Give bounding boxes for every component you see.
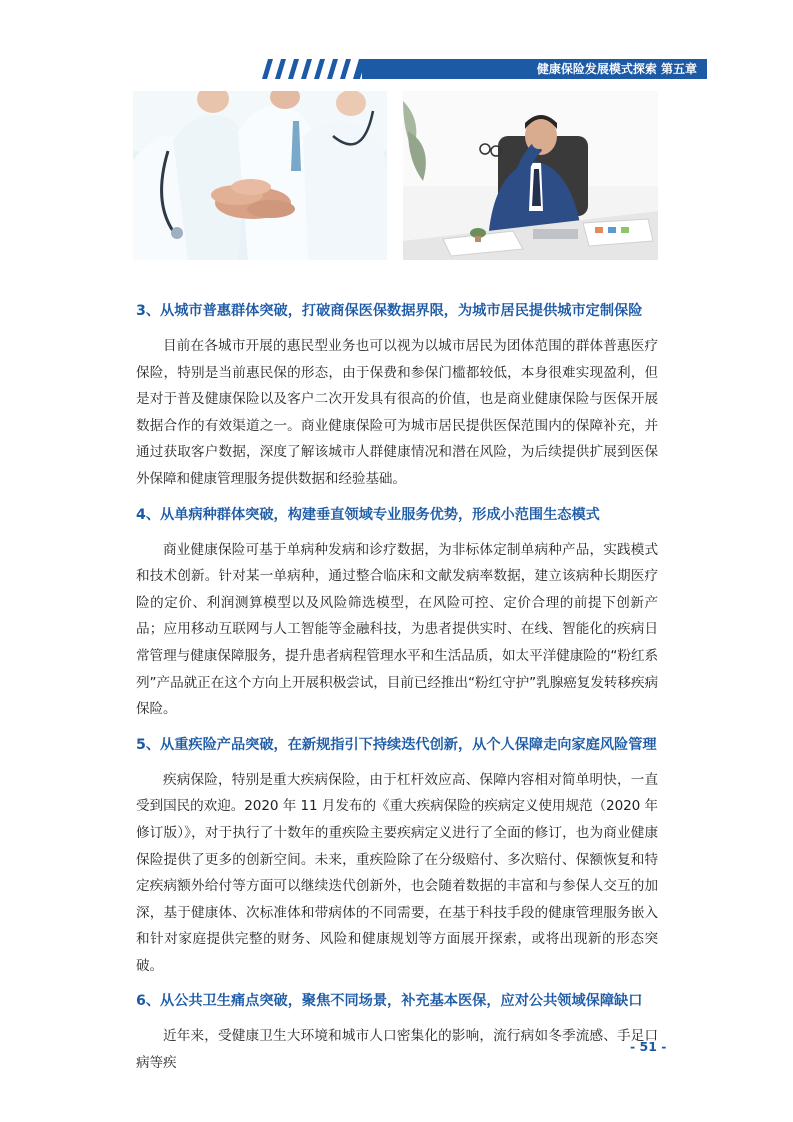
- stressed-businessman-photo: [403, 91, 658, 260]
- main-content: [136, 300, 658, 1077]
- section-4-paragraph: 商业健康保险可基于单病种发病和诊疗数据，为非标体定制单病种产品，实践模式和技术创新。针对某一单病种，通过整合临床和文献发病率数据，建立该病种长期医疗险的定价、利润测算模型以及风险筛选模型，在风险可控、定价合理的前提下创新产品；应用移动互联网与人工智能等金融科技，为患者提供实时、在线、智能化的疾病日常管理与健康保障服务，提升患者病程管理水平和生活品质，如太平洋健康险的“粉红系列”产品就正在这个方向上开展积极尝试，目前已经推出“粉红守护”乳腺癌复发转移疾病保险。: [136, 541, 658, 718]
- section-6-heading: 6、从公共卫生痛点突破，聚焦不同场景，补充基本医保，应对公共领域保障缺口: [136, 993, 643, 1010]
- section-3-heading: 3、从城市普惠群体突破，打破商保医保数据界限，为城市居民提供城市定制保险: [136, 303, 643, 319]
- section-4-heading: 4、从单病种群体突破，构建垂直领域专业服务优势，形成小范围生态模式: [136, 506, 600, 523]
- header-title: 健康保险发展模式探索 第五章: [536, 62, 697, 76]
- page-number: - 51 -: [630, 1039, 667, 1054]
- section-5-paragraph: 疾病保险，特别是重大疾病保险，由于杠杆效应高、保障内容相对简单明快，一直受到国民的欢迎。2020 年 11 月发布的《重大疾病保险的疾病定义使用规范（2020 年修订版）》，对于执行了十数年的重疾险主要疾病定义进行了全面的修订，也为商业健康保险提供了更多的创新空间。未来，重疾险除了在分级赔付、多次赔付、保额恢复和特定疾病额外给付等方面可以继续迭代创新外，也会随着数据的丰富和与参保人交互的加深，基于健康体、次标准体和带病体的不同需要，在基于科技手段的健康管理服务嵌入和针对家庭提供完整的财务、风险和健康规划等方面展开探索，或将出现新的形态突破。: [136, 771, 658, 974]
- section-5-heading: 5、从重疾险产品突破，在新规指引下持续迭代创新，从个人保障走向家庭风险管理: [136, 736, 657, 753]
- header-stripes-decoration: [256, 59, 366, 79]
- doctors-hands-together-photo: [133, 91, 387, 260]
- section-6-paragraph: 近年来，受健康卫生大环境和城市人口密集化的影响，流行病如冬季流感、手足口病等疾: [136, 1028, 658, 1072]
- header-bar: [362, 59, 707, 79]
- section-3-paragraph: 目前在各城市开展的惠民型业务也可以视为以城市居民为团体范围的群体普惠医疗保险，特别是当前惠民保的形态，由于保费和参保门槛都较低，本身很难实现盈利，但是对于普及健康保险以及客户二次开发具有很高的价值，也是商业健康保险与医保开展数据合作的有效渠道之一。商业健康保险可为城市居民提供医保范围内的保障补充，并通过获取客户数据，深度了解该城市人群健康情况和潜在风险，为后续提供扩展到医保外保障和健康管理服务提供数据和经验基础。: [136, 338, 658, 487]
